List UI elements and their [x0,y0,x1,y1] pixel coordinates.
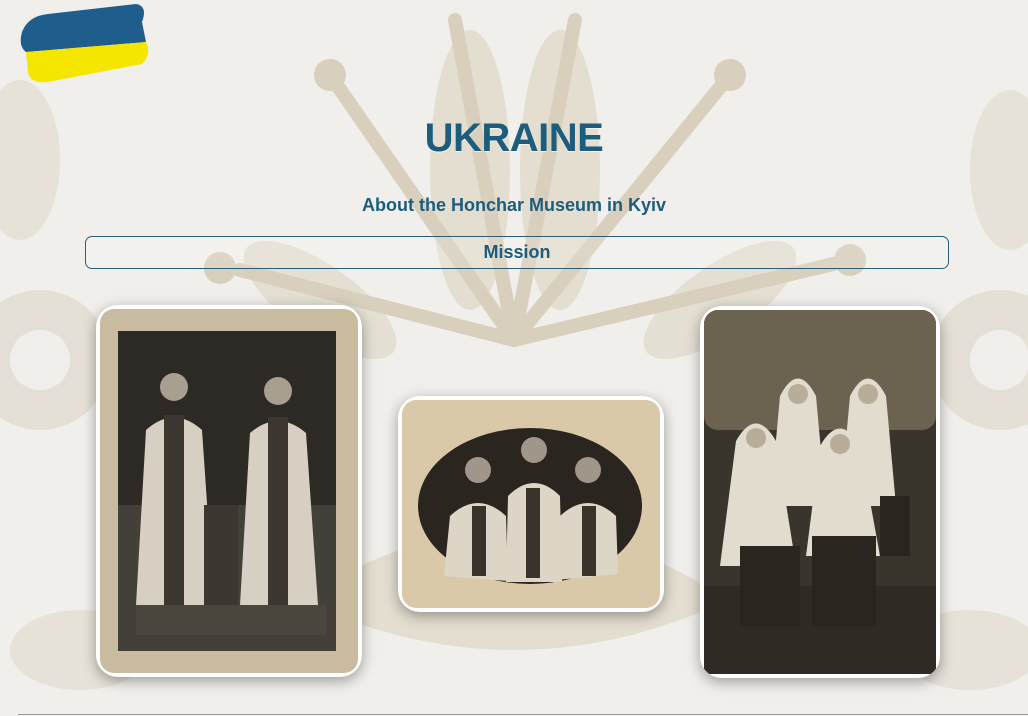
photo-two-women-traditional-dress[interactable] [96,305,362,677]
ukraine-flag-icon [18,2,152,84]
photo-three-women-oval-portrait[interactable] [398,396,664,612]
mission-label: Mission [483,242,551,262]
footer-divider [18,714,1028,715]
page-title: UKRAINE [424,116,604,160]
mission-button[interactable] [85,236,949,269]
photo-four-women-headscarves[interactable] [700,306,940,678]
page-subtitle: About the Honchar Museum in Kyiv [361,195,667,215]
